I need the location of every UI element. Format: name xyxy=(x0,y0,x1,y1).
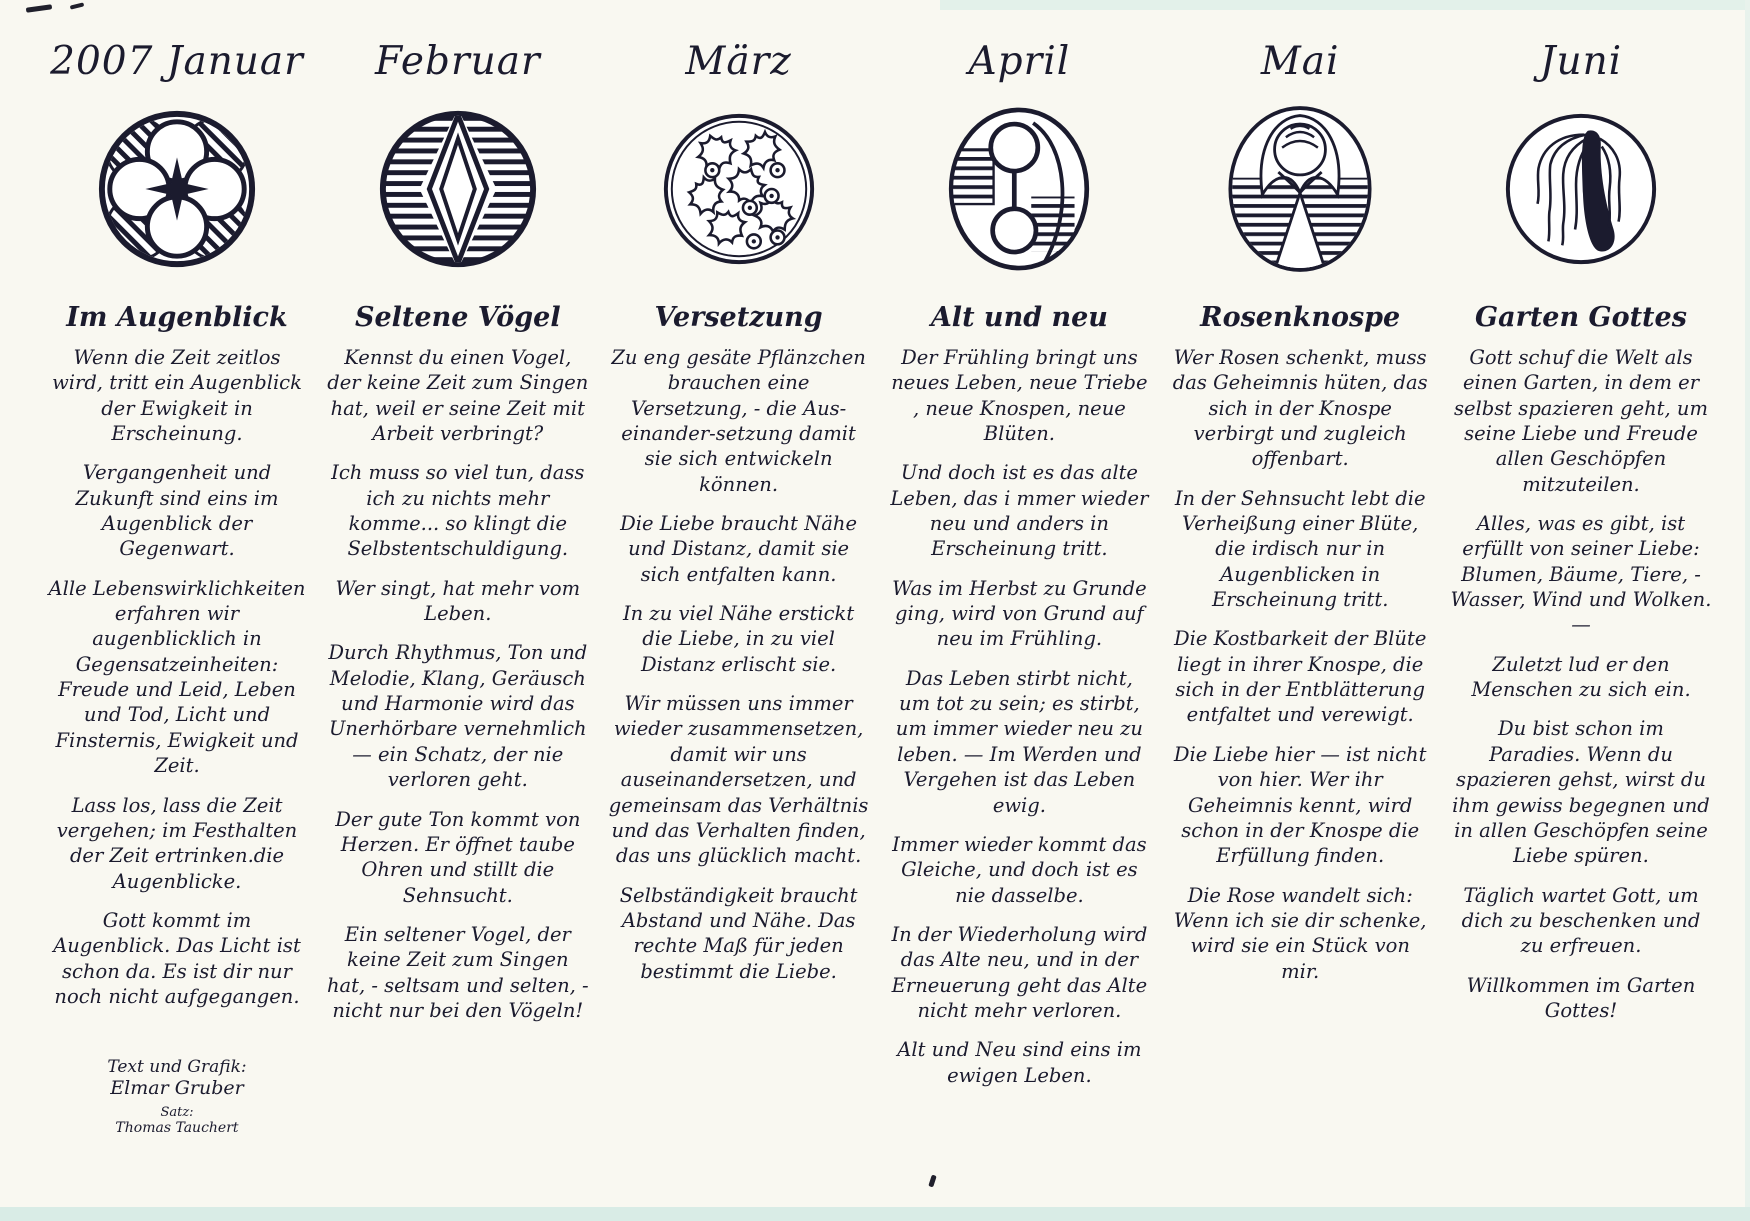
column-title: Im Augenblick xyxy=(66,302,288,333)
paragraph: Durch Rhythmus, Ton und Melodie, Klang, Geräusch und Harmonie wird das Unerhörbare vernehmlich — ein Schatz, der nie verloren geht. xyxy=(328,641,588,792)
willow-tree-icon xyxy=(1497,98,1665,280)
four-petal-flower-icon xyxy=(93,98,261,280)
credits-author: Elmar Gruber xyxy=(110,1077,244,1100)
paragraph: Lass los, lass die Zeit vergehen; im Festhalten der Zeit ertrinken.die Augenblicke. xyxy=(56,793,298,893)
paragraph: Wer Rosen schenkt, muss das Geheimnis hüten, das sich in der Knospe verbirgt und zugleich offenbart. xyxy=(1172,346,1428,471)
paragraph: Willkommen im Garten Gottes! xyxy=(1466,973,1696,1022)
month-name: Februar xyxy=(374,39,541,84)
month-text xyxy=(46,345,308,1023)
seed-diamond-icon xyxy=(374,98,542,280)
credits-typesetter: Thomas Tauchert xyxy=(115,1120,239,1137)
month-text xyxy=(888,345,1150,1102)
rosebud-icon xyxy=(1220,98,1380,280)
paragraph: Immer wieder kommt das Gleiche, und doch ist es nie dasselbe. xyxy=(892,832,1147,907)
paragraph: In der Sehnsucht lebt die Verheißung einer Blüte, die irdisch nur in Augenblicken in Erscheinung tritt. xyxy=(1174,486,1426,612)
paragraph: Ein seltener Vogel, der keine Zeit zum Singen hat, - seltsam und selten, - nicht nur bei den Vögeln! xyxy=(326,922,589,1022)
paragraph: Ich muss so viel tun, dass ich zu nichts mehr komme... so klingt die Selbstentschuldigung. xyxy=(331,461,585,561)
column-april xyxy=(888,30,1150,1136)
paragraph: Der Frühling bringt uns neues Leben, neue Triebe , neue Knospen, neue Blüten. xyxy=(891,346,1148,446)
column-title: Seltene Vögel xyxy=(355,302,561,333)
paragraph: Du bist schon im Paradies. Wenn du spazieren gehst, wirst du ihm gewiss begegnen und in allen Geschöpfen seine Liebe spüren. xyxy=(1452,717,1710,868)
paragraph: Das Leben stirbt nicht, um tot zu sein; es stirbt, um immer wieder neu zu leben. — Im Werden und Vergehen ist das Leben ewig. xyxy=(895,666,1143,817)
month-text xyxy=(1169,345,1431,998)
paragraph: Selbständigkeit braucht Abstand und Nähe. Das rechte Maß für jeden bestimmt die Liebe. xyxy=(619,883,858,983)
holly-leaves-icon xyxy=(655,98,823,280)
paragraph: Zuletzt lud er den Menschen zu sich ein. xyxy=(1471,652,1691,702)
month-text xyxy=(608,345,870,998)
column-mai xyxy=(1169,30,1431,1136)
paragraph: Wenn die Zeit zeitlos wird, tritt ein Augenblick der Ewigkeit in Erscheinung. xyxy=(52,346,302,446)
scan-edge-bottom xyxy=(0,1207,1750,1221)
paragraph: Alle Lebenswirklichkeiten erfahren wir augenblicklich in Gegensatzeinheiten: Freude und Leid, Leben und Tod, Licht und Finsternis, Ewigkeit und Zeit. xyxy=(48,576,306,778)
column-title: Versetzung xyxy=(654,302,823,333)
paragraph: Gott schuf die Welt als einen Garten, in dem er selbst spazieren geht, um seine Liebe und Freude allen Geschöpfen mitzuteilen. xyxy=(1454,346,1708,496)
paragraph: In der Wiederholung wird das Alte neu, und in der Erneuerung geht das Alte nicht mehr verloren. xyxy=(891,922,1148,1022)
month-text xyxy=(1450,345,1712,1037)
paragraph: Kennst du einen Vogel, der keine Zeit zum Singen hat, weil er seine Zeit mit Arbeit verbringt? xyxy=(327,346,589,446)
credits-block xyxy=(107,1057,246,1136)
paragraph: Alles, was es gibt, ist erfüllt von seiner Liebe: Blumen, Bäume, Tiere, - Wasser, Wind und Wolken. — xyxy=(1450,512,1712,637)
paragraph: Wir müssen uns immer wieder zusammensetzen, damit wir uns auseinandersetzen, und gemeinsam das Verhältnis und das Verhalten finden, das uns glücklich macht. xyxy=(608,692,869,868)
paragraph: In zu viel Nähe erstickt die Liebe, in zu viel Distanz erlischt sie. xyxy=(622,602,855,676)
month-name: 2007 Januar xyxy=(50,39,304,84)
month-name: April xyxy=(968,39,1071,84)
paragraph: Der gute Ton kommt von Herzen. Er öffnet taube Ohren und stillt die Sehnsucht. xyxy=(335,807,581,907)
column-title: Rosenknospe xyxy=(1200,302,1401,333)
paragraph: Die Rose wandelt sich: Wenn ich sie dir schenke, wird sie ein Stück von mir. xyxy=(1173,883,1427,983)
column-title: Garten Gottes xyxy=(1475,302,1687,333)
month-name: Mai xyxy=(1260,39,1340,84)
column-juni xyxy=(1450,30,1712,1136)
month-name: März xyxy=(685,39,792,84)
month-text xyxy=(327,345,589,1037)
paragraph: Die Liebe hier — ist nicht von hier. Wer ihr Geheimnis kennt, wird schon in der Knospe die Erfüllung finden. xyxy=(1173,742,1427,868)
scan-mark xyxy=(928,1175,936,1188)
paragraph: Täglich wartet Gott, um dich zu beschenken und zu erfreuen. xyxy=(1461,883,1701,958)
month-name: Juni xyxy=(1539,39,1623,84)
paragraph: Alt und Neu sind eins im ewigen Leben. xyxy=(897,1038,1142,1087)
column-maerz xyxy=(608,30,870,1136)
column-januar xyxy=(46,30,308,1136)
column-februar xyxy=(327,30,589,1136)
paragraph: Gott kommt im Augenblick. Das Licht ist schon da. Es ist dir nur noch nicht aufgegangen. xyxy=(53,908,301,1008)
credits-label: Text und Grafik: xyxy=(107,1057,247,1078)
paragraph: Und doch ist es das alte Leben, das i mmer wieder neu und anders in Erscheinung tritt. xyxy=(890,461,1149,561)
paragraph: Die Kostbarkeit der Blüte liegt in ihrer Knospe, die sich in der Entblätterung entfaltet und verewigt. xyxy=(1174,627,1427,727)
paragraph: Zu eng gesäte Pflänzchen brauchen eine Versetzung, - die Aus- einander-setzung damit sie sich entwickeln können. xyxy=(611,346,866,496)
paragraph: Die Liebe braucht Nähe und Distanz, damit sie sich entfalten kann. xyxy=(620,512,858,586)
paragraph: Was im Herbst zu Grunde ging, wird von Grund auf neu im Frühling. xyxy=(892,576,1147,651)
credits-label: Satz: xyxy=(160,1105,194,1121)
paragraph: Wer singt, hat mehr vom Leben. xyxy=(335,576,581,626)
old-new-link-icon xyxy=(939,98,1099,280)
column-title: Alt und neu xyxy=(930,302,1108,333)
paragraph: Vergangenheit und Zukunft sind eins im Augenblick der Gegenwart. xyxy=(75,461,279,561)
